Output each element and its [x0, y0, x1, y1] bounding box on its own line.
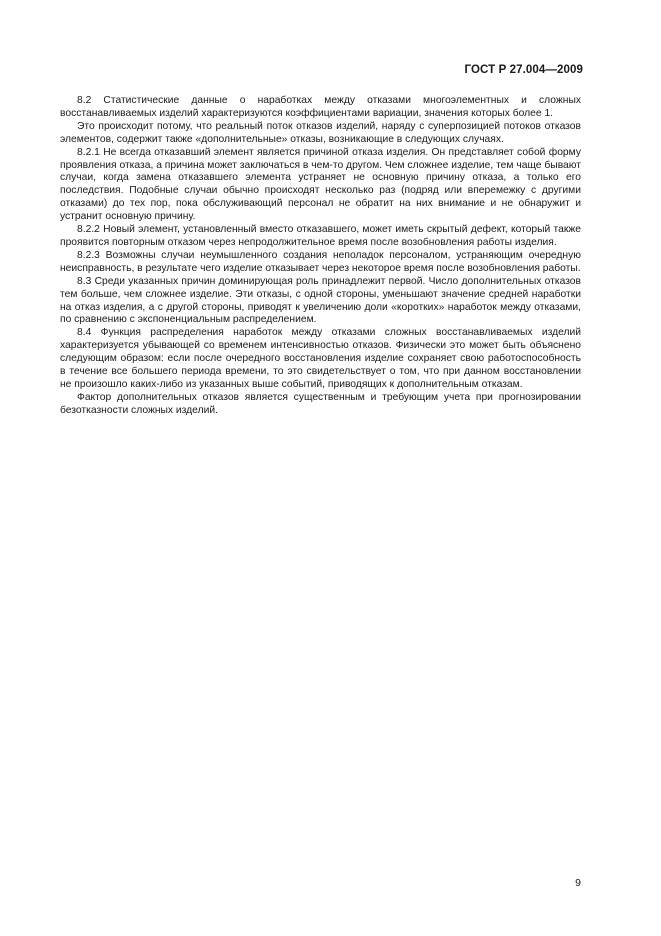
paragraph-8-4: 8.4 Функция распределения наработок между отказами сложных восстанавливаемых изделий характеризуется убывающей со временем интенсивностью отказов. Физически это может быть объяснено следующим образом: если после очередного восстановления изделие сохраняет свою работоспособность в течение все большего периода времени, то это свидетельствует о том, что при данном восстановлении не произошло каких-либо из указанных выше событий, приводящих к дополнительным отказам. — [60, 327, 581, 390]
paragraph-8-3: 8.3 Среди указанных причин доминирующая роль принадлежит первой. Число дополнительных отказов тем больше, чем сложнее изделие. Эти отказы, с одной стороны, уменьшают значение средней наработки на отказ изделия, а с другой стороны, приводят к увеличению доли «коротких» наработок между отказами, по сравнению с экспоненциальным распределением. — [60, 275, 581, 326]
page-number: 9 — [575, 877, 581, 889]
document-body — [60, 95, 581, 418]
paragraph-8-2: 8.2 Статистические данные о наработках между отказами многоэлементных и сложных восстанавливаемых изделий характеризуются коэффициентами вариации, значения которых более 1. — [60, 95, 581, 119]
paragraph-8-2-2: 8.2.2 Новый элемент, установленный вместо отказавшего, может иметь скрытый дефект, который также проявится повторным отказом через непродолжительное время после возобновления работы изделия. — [60, 224, 581, 248]
paragraph-conclusion: Фактор дополнительных отказов является существенным и требующим учета при прогнозировании безотказности сложных изделий. — [60, 391, 581, 416]
paragraph-explanation: Это происходит потому, что реальный поток отказов изделий, наряду с суперпозицией потоков отказов элементов, содержит также «дополнительные» отказы, возникающие в следующих случаях. — [60, 120, 581, 145]
paragraph-8-2-3: 8.2.3 Возможны случаи неумышленного создания неполадок персоналом, устраняющим очередную неисправность, в результате чего изделие отказывает через некоторое время после возобновления работы. — [60, 249, 581, 274]
standard-code: ГОСТ Р 27.004—2009 — [464, 64, 583, 76]
paragraph-8-2-1: 8.2.1 Не всегда отказавший элемент является причиной отказа изделия. Он представляет собой форму проявления отказа, а причина может заключаться в чем-то другом. Чем сложнее изделие, тем чаще бывают случаи, когда замена отказавшего элемента устраняет не основную причину отказа, а только его последствия. Подобные случаи обычно происходят несколько раз (подряд или вперемежку с другими отказами) до тех пор, пока обслуживающий персонал не обратит на них внимание и не обнаружит и устранит основную причину. — [60, 146, 581, 223]
